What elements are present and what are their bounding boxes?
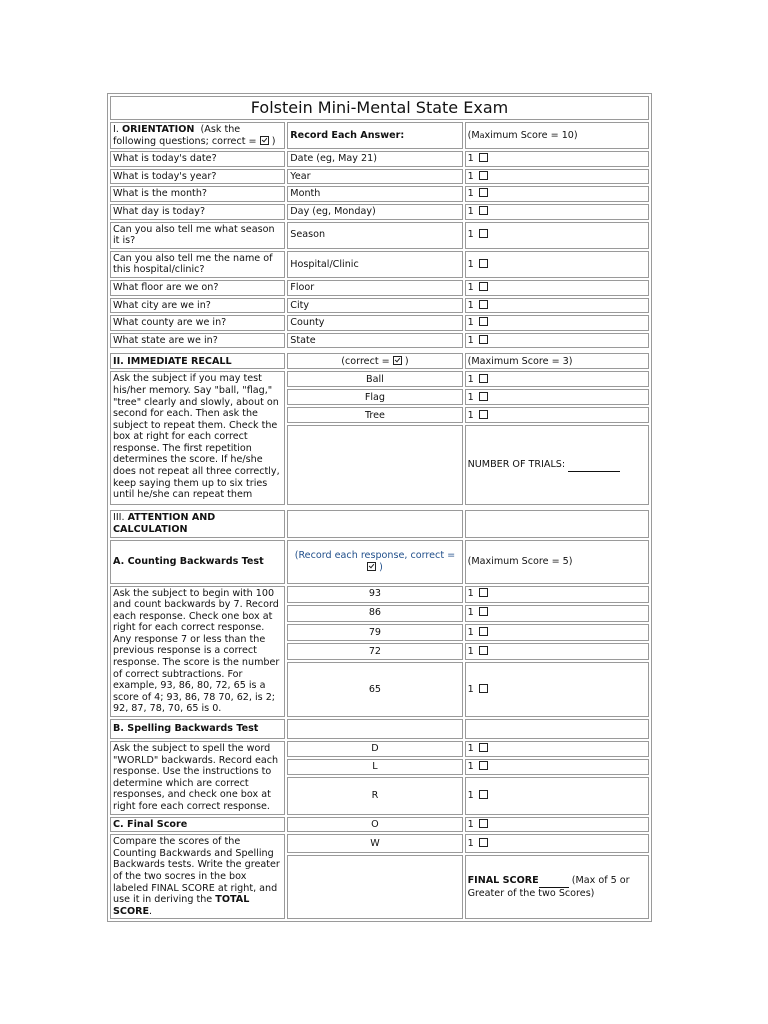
form-title: Folstein Mini-Mental State Exam: [110, 96, 649, 120]
score-value: 1: [467, 818, 474, 830]
counting-score[interactable]: [465, 662, 649, 717]
final-instructions-end: .: [149, 905, 153, 917]
recall-heading: II. IMMEDIATE RECALL: [110, 353, 285, 369]
counting-score[interactable]: [465, 624, 649, 641]
score-value: 1: [467, 790, 474, 802]
orientation-score[interactable]: [465, 251, 649, 278]
spelling-score[interactable]: [465, 834, 649, 853]
final-score-note: (Max of 5 or Greater of the two Scores): [467, 874, 630, 899]
spacer-row: [110, 507, 649, 508]
recall-score[interactable]: [465, 371, 649, 387]
blank-cell: [465, 719, 649, 739]
max-score-label: [465, 122, 649, 149]
orientation-answer: Hospital/Clinic: [287, 251, 462, 278]
checkbox-icon[interactable]: [479, 646, 488, 655]
orientation-row: [110, 315, 649, 331]
orientation-score[interactable]: [465, 169, 649, 185]
score-value: 1: [467, 229, 474, 241]
orientation-score[interactable]: [465, 280, 649, 296]
orientation-row: [110, 280, 649, 296]
score-value: 1: [467, 391, 474, 403]
attention-heading: [110, 510, 285, 537]
record-answer-label: Record Each Answer:: [287, 122, 462, 149]
orientation-question: What is today's year?: [110, 169, 285, 185]
score-value: 1: [467, 683, 474, 695]
correct-text: (correct =: [341, 355, 390, 367]
orientation-answer: Year: [287, 169, 462, 185]
score-value: 1: [467, 645, 474, 657]
counting-header-row: [110, 540, 649, 584]
orientation-question: What county are we in?: [110, 315, 285, 331]
orientation-question: Can you also tell me the name of this hospital/clinic?: [110, 251, 285, 278]
checkbox-icon[interactable]: [479, 335, 488, 344]
orientation-answer: State: [287, 333, 462, 349]
orientation-question: Can you also tell me what season it is?: [110, 222, 285, 249]
checkbox-icon[interactable]: [479, 282, 488, 291]
recall-word: Flag: [287, 389, 462, 405]
checkbox-icon[interactable]: [479, 761, 488, 770]
checkbox-icon[interactable]: [479, 607, 488, 616]
counting-score[interactable]: [465, 586, 649, 603]
max-small: a: [479, 130, 485, 140]
checkbox-icon[interactable]: [479, 684, 488, 693]
orientation-row: [110, 186, 649, 202]
checkbox-icon[interactable]: [479, 153, 488, 162]
spelling-score[interactable]: [465, 817, 649, 833]
checkbox-checked-icon: [260, 136, 269, 145]
title-row: [110, 96, 649, 120]
score-value: 1: [467, 588, 474, 600]
recall-word: Ball: [287, 371, 462, 387]
recall-word: Tree: [287, 407, 462, 423]
section-number: III.: [113, 512, 125, 524]
final-score-cell[interactable]: [465, 855, 649, 920]
orientation-question: What is the month?: [110, 186, 285, 202]
blank-cell: [287, 425, 462, 505]
orientation-question: What day is today?: [110, 204, 285, 220]
section-number: I.: [113, 124, 119, 135]
final-row: [110, 834, 649, 853]
recall-score[interactable]: [465, 407, 649, 423]
recall-instructions: Ask the subject if you may test his/her memory. Say "ball, "flag," "tree" clearly and slowly, about on second for each. Then ask the subject to repeat them. Check the box at right for each correct response. The first repetition determines the score. If he/she does not repeat all three correctly, keep saying them up to six tries until he/she can repeat them: [110, 371, 285, 505]
orientation-rows: [110, 151, 649, 348]
checkbox-icon[interactable]: [479, 188, 488, 197]
orientation-header-row: [110, 122, 649, 149]
recall-correct-label: [287, 353, 462, 369]
score-value: 1: [467, 409, 474, 421]
score-value: 1: [467, 281, 474, 293]
score-value: 1: [467, 258, 474, 270]
orientation-score[interactable]: [465, 315, 649, 331]
score-value: 1: [467, 373, 474, 385]
checkbox-checked-icon: [393, 356, 402, 365]
final-score-blank-field[interactable]: [539, 875, 569, 888]
checkbox-icon[interactable]: [479, 259, 488, 268]
orientation-row: [110, 298, 649, 314]
counting-value: 93: [287, 586, 462, 603]
section-note: (Ask the following questions; correct =: [113, 124, 257, 147]
orientation-answer: Date (eg, May 21): [287, 151, 462, 167]
orientation-answer: Season: [287, 222, 462, 249]
orientation-question: What city are we in?: [110, 298, 285, 314]
record-text: (Record each response, correct =: [294, 549, 456, 561]
orientation-answer: City: [287, 298, 462, 314]
checkbox-icon[interactable]: [479, 819, 488, 828]
checkbox-checked-icon: [367, 562, 376, 571]
orientation-row: [110, 204, 649, 220]
blank-cell: [465, 510, 649, 537]
score-value: 1: [467, 170, 474, 182]
blank-cell: [287, 510, 462, 537]
score-value: 1: [467, 299, 474, 311]
record-response-label: [287, 540, 462, 584]
final-instructions: [110, 834, 285, 919]
counting-value: 65: [287, 662, 462, 717]
spelling-letter: L: [287, 759, 462, 775]
spelling-score[interactable]: [465, 741, 649, 757]
orientation-answer: Month: [287, 186, 462, 202]
section-title: ATTENTION AND CALCULATION: [113, 512, 216, 535]
blank-cell: [287, 719, 462, 739]
trials-label: NUMBER OF TRIALS:: [467, 459, 566, 471]
spelling-score[interactable]: [465, 777, 649, 814]
section-title: ORIENTATION: [121, 124, 195, 135]
checkbox-icon[interactable]: [479, 317, 488, 326]
spacer-row: [110, 350, 649, 351]
recall-max-label: (Maximum Score = 3): [465, 353, 649, 369]
checkbox-icon[interactable]: [479, 410, 488, 419]
orientation-row: [110, 222, 649, 249]
score-value: 1: [467, 743, 474, 755]
checkbox-icon[interactable]: [479, 392, 488, 401]
note-end: ): [271, 135, 276, 147]
counting-instructions: Ask the subject to begin with 100 and count backwards by 7. Record each response. Check one box at right for each correct response. Any response 7 or less than the previous response is a correct response. The score is the number of correct subtractions. For example, 93, 86, 80, 72, 65 is a score of 4; 93, 86, 78 70, 62, is 2; 92, 87, 78, 70, 65 is 0.: [110, 586, 285, 718]
score-value: 1: [467, 607, 474, 619]
orientation-row: [110, 151, 649, 167]
score-value: 1: [467, 626, 474, 638]
checkbox-icon[interactable]: [479, 838, 488, 847]
counting-row: [110, 586, 649, 603]
final-instructions-text: Compare the scores of the Counting Backwards and Spelling Backwards tests. Write the greater of the two socres in the box labeled FINAL SCORE at right, and use it in deriving the: [113, 836, 280, 906]
orientation-answer: Day (eg, Monday): [287, 204, 462, 220]
spelling-letter: O: [287, 817, 462, 833]
attention-header-row: [110, 510, 649, 537]
orientation-question: What is today's date?: [110, 151, 285, 167]
recall-header-row: [110, 353, 649, 369]
spelling-score[interactable]: [465, 759, 649, 775]
checkbox-icon[interactable]: [479, 300, 488, 309]
total-score-text: TOTAL SCORE: [113, 894, 250, 917]
checkbox-icon[interactable]: [479, 206, 488, 215]
orientation-score[interactable]: [465, 186, 649, 202]
orientation-score[interactable]: [465, 204, 649, 220]
attention-max-label: (Maximum Score = 5): [465, 540, 649, 584]
score-value: 1: [467, 188, 474, 200]
checkbox-icon[interactable]: [479, 171, 488, 180]
orientation-question: What floor are we on?: [110, 280, 285, 296]
checkbox-icon[interactable]: [479, 743, 488, 752]
final-header-row: [110, 817, 649, 833]
orientation-row: [110, 333, 649, 349]
orientation-row: [110, 169, 649, 185]
spelling-letter: W: [287, 834, 462, 853]
trials-cell[interactable]: [465, 425, 649, 505]
record-end: ): [379, 561, 383, 573]
orientation-score[interactable]: [465, 151, 649, 167]
spelling-letter: D: [287, 741, 462, 757]
orientation-row: [110, 251, 649, 278]
spelling-header-row: [110, 719, 649, 739]
orientation-heading: [110, 122, 285, 149]
counting-heading: A. Counting Backwards Test: [110, 540, 285, 584]
counting-score[interactable]: [465, 643, 649, 660]
score-value: 1: [467, 317, 474, 329]
max-rest: ximum Score = 10): [484, 129, 578, 141]
orientation-answer: Floor: [287, 280, 462, 296]
final-score-label: FINAL SCORE: [467, 874, 539, 886]
score-value: 1: [467, 153, 474, 165]
exam-form: [107, 93, 652, 922]
final-heading: C. Final Score: [110, 817, 285, 833]
counting-value: 72: [287, 643, 462, 660]
checkbox-icon[interactable]: [479, 588, 488, 597]
counting-value: 86: [287, 605, 462, 622]
checkbox-icon[interactable]: [479, 374, 488, 383]
orientation-question: What state are we in?: [110, 333, 285, 349]
spelling-row: [110, 741, 649, 757]
score-value: 1: [467, 761, 474, 773]
spelling-heading: B. Spelling Backwards Test: [110, 719, 285, 739]
counting-value: 79: [287, 624, 462, 641]
spelling-instructions: Ask the subject to spell the word "WORLD" backwards. Record each response. Use the instructions to determine which are correct responses, and check one box at right fore each correct response.: [110, 741, 285, 815]
score-value: 1: [467, 334, 474, 346]
orientation-score[interactable]: [465, 298, 649, 314]
exam-table: [107, 93, 652, 922]
spelling-letter: R: [287, 777, 462, 814]
checkbox-icon[interactable]: [479, 229, 488, 238]
trials-blank-field[interactable]: [568, 459, 620, 472]
recall-score[interactable]: [465, 389, 649, 405]
checkbox-icon[interactable]: [479, 790, 488, 799]
score-value: 1: [467, 837, 474, 849]
max-prefix: (M: [467, 129, 480, 141]
counting-score[interactable]: [465, 605, 649, 622]
score-value: 1: [467, 205, 474, 217]
recall-row: [110, 371, 649, 387]
correct-end: ): [404, 355, 409, 367]
checkbox-icon[interactable]: [479, 627, 488, 636]
blank-cell: [287, 855, 462, 920]
orientation-answer: County: [287, 315, 462, 331]
orientation-score[interactable]: [465, 222, 649, 249]
orientation-score[interactable]: [465, 333, 649, 349]
